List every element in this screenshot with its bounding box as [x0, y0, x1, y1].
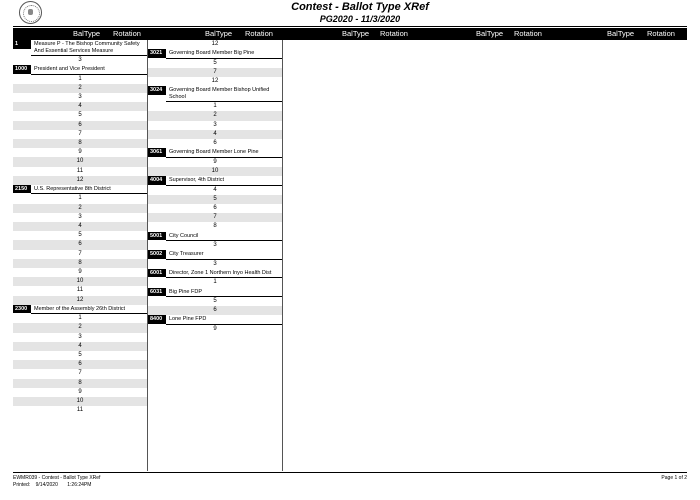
- contest-name: Supervisor, 4th District: [166, 176, 282, 186]
- contest-header: [13, 65, 147, 75]
- contest-header: [148, 176, 282, 186]
- ballot-type-row: 8: [13, 259, 147, 268]
- contest-id: 3021: [148, 49, 166, 58]
- contest-id: 4004: [148, 176, 166, 185]
- contest-id: 8400: [148, 315, 166, 324]
- contest-id: 3061: [148, 148, 166, 157]
- ballot-type-row: 10: [148, 167, 282, 176]
- rotation-header: Rotation: [380, 29, 408, 38]
- ballot-type-row: 7: [78, 370, 82, 377]
- contest-id: 6031: [148, 288, 166, 297]
- contest-id: 3024: [148, 86, 166, 95]
- ballot-type-row: 3: [213, 242, 217, 248]
- ballot-type-row: 7: [148, 213, 282, 222]
- ballot-type-row: 9: [78, 149, 82, 156]
- contest-name: Governing Board Member Bishop Unified School: [166, 86, 282, 102]
- contest-name: Governing Board Member Big Pine: [166, 49, 282, 59]
- ballot-type-row: 3: [213, 121, 217, 128]
- ballot-type-row: 9: [213, 158, 217, 165]
- contest-header: [148, 148, 282, 158]
- ballot-type-row: 1: [78, 75, 82, 82]
- contest-name: Governing Board Member Lone Pine: [166, 148, 282, 158]
- contest-header: [13, 40, 147, 56]
- ballot-type-row: 4: [13, 222, 147, 231]
- ballot-type-row: 8: [13, 379, 147, 388]
- ballot-type-row: 2: [148, 111, 282, 120]
- rotation-header: Rotation: [514, 29, 542, 38]
- ballot-type-row: 3: [78, 57, 82, 63]
- ballot-type-row: 8: [213, 223, 217, 230]
- page-number: Page 1 of 2: [661, 475, 687, 481]
- ballot-type-row: 6: [213, 140, 217, 146]
- ballot-type-row: 12: [13, 176, 147, 185]
- contest-name: Director, Zone 1 Northern Inyo Health Dist: [166, 269, 282, 279]
- ballot-type-row: 7: [78, 130, 82, 137]
- printed-time: 1:26:24PM: [67, 482, 92, 488]
- ballot-type-row: 10: [13, 157, 147, 166]
- ballot-type-row: 5: [148, 195, 282, 204]
- contest-id: 5002: [148, 250, 166, 259]
- contest-header: [148, 86, 282, 102]
- ballot-type-row: 3: [78, 333, 82, 340]
- column-header-3: [282, 28, 418, 40]
- baltype-header: BalType: [607, 29, 635, 38]
- column-header-2: [147, 28, 282, 40]
- ballot-type-row: 5: [78, 232, 82, 239]
- ballot-type-row: 7: [78, 250, 82, 257]
- column-divider: [282, 40, 283, 471]
- contest-name: Lone Pine FPD: [166, 315, 282, 325]
- ballot-type-row: 11: [76, 167, 84, 174]
- ballot-type-row: 7: [148, 68, 282, 77]
- contest-header: [148, 288, 282, 298]
- report-id: EWMR039 - Contest - Ballot Type XRef: [13, 475, 101, 481]
- ballot-type-row: 6: [13, 360, 147, 369]
- contest-id: 2300: [13, 305, 31, 314]
- contest-id: 1000: [13, 65, 31, 74]
- baltype-header: BalType: [342, 29, 370, 38]
- ballot-type-row: 4: [213, 186, 217, 193]
- ballot-type-row: 11: [76, 407, 84, 414]
- contest-name: U.S. Representative 8th District: [31, 185, 147, 195]
- printed-label: Printed:: [13, 482, 31, 488]
- contest-name: City Treasurer: [166, 250, 282, 260]
- ballot-type-row: 10: [13, 397, 147, 406]
- contest-name: President and Vice President: [31, 65, 147, 75]
- ballot-type-row: 9: [213, 325, 217, 332]
- contest-header: [148, 315, 282, 325]
- ballot-type-row: 3: [78, 94, 82, 101]
- column-header-1: [13, 28, 147, 40]
- printed-date: 9/14/2020: [35, 482, 58, 488]
- ballot-type-row: 4: [148, 130, 282, 139]
- contest-id: 1: [13, 40, 31, 49]
- contest-header: [13, 305, 147, 315]
- ballot-type-row: 2: [13, 323, 147, 332]
- contest-id: 6001: [148, 269, 166, 278]
- header-rule: [13, 26, 687, 27]
- ballot-type-row: 4: [13, 342, 147, 351]
- ballot-type-row: 11: [76, 287, 84, 294]
- ballot-type-row: 12: [13, 296, 147, 305]
- rotation-header: Rotation: [113, 29, 141, 38]
- ballot-type-row: 9: [78, 388, 82, 395]
- report-title: Contest - Ballot Type XRef: [291, 1, 429, 13]
- contest-header: [13, 185, 147, 195]
- ballot-type-row: 1: [213, 103, 217, 110]
- ballot-type-row: 3: [78, 213, 82, 220]
- ballot-type-row: 6: [148, 306, 282, 315]
- ballot-type-row: 2: [13, 204, 147, 213]
- ballot-type-row: 2: [13, 84, 147, 93]
- contest-name: City Council: [166, 232, 282, 242]
- baltype-header: BalType: [73, 29, 101, 38]
- ballot-type-row: 10: [13, 277, 147, 286]
- contest-id: 2150: [13, 185, 31, 194]
- ballot-type-row: 1: [78, 195, 82, 202]
- ballot-type-row: 6: [13, 240, 147, 249]
- rotation-header: Rotation: [647, 29, 675, 38]
- ballot-type-row: 1: [213, 279, 217, 286]
- report-column-2: [148, 40, 282, 334]
- rotation-header: Rotation: [245, 29, 273, 38]
- contest-header: [148, 269, 282, 279]
- contest-name: Measure P - The Bishop Community Safety And Essential Services Measure: [31, 40, 147, 56]
- ballot-type-row: 5: [213, 298, 217, 305]
- ballot-type-row: 12: [211, 78, 219, 85]
- contest-name: Big Pine FDP: [166, 288, 282, 298]
- contest-id: 5001: [148, 232, 166, 241]
- report-column-1: [13, 40, 147, 415]
- column-header-5: [553, 28, 687, 40]
- contest-name: Member of the Assembly 26th District: [31, 305, 147, 315]
- ballot-type-row: 6: [13, 121, 147, 130]
- baltype-header: BalType: [476, 29, 504, 38]
- column-header-4: [418, 28, 553, 40]
- baltype-header: BalType: [205, 29, 233, 38]
- ballot-type-row: 3: [213, 260, 217, 267]
- ballot-type-row: 8: [13, 139, 147, 148]
- contest-header: [148, 49, 282, 59]
- ballot-type-row: 6: [213, 204, 217, 211]
- contest-header: [148, 250, 282, 260]
- footer-rule: [13, 472, 687, 473]
- ballot-type-row: 4: [13, 102, 147, 111]
- report-subtitle: PG2020 - 11/3/2020: [319, 14, 401, 24]
- contest-header: [148, 232, 282, 242]
- ballot-type-row: 5: [78, 351, 82, 358]
- ballot-type-row: 12: [211, 41, 219, 47]
- ballot-type-row: 1: [78, 315, 82, 322]
- ballot-type-row: 5: [78, 112, 82, 119]
- ballot-type-row: 5: [213, 59, 217, 66]
- printed-line: [13, 482, 91, 488]
- ballot-type-row: 9: [78, 268, 82, 275]
